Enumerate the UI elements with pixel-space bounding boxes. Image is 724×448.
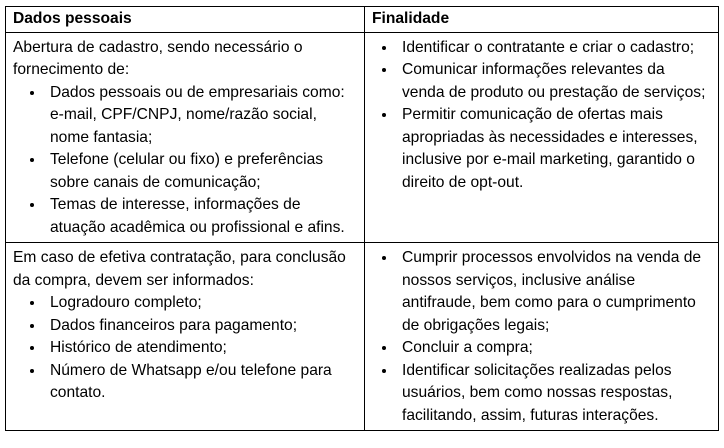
list-item: • Cumprir processos envolvidos na venda de nossos serviços, inclusive análise antifraude, bem como para o cumprimento de obrigações legais; [397,247,711,337]
data-item-list [13,82,357,240]
purpose-cell-purchase [365,243,719,431]
table-row [6,32,719,243]
header-purpose: Finalidade [365,7,719,33]
list-item: • Concluir a compra; [397,337,711,360]
list-item: • Logradouro completo; [45,292,357,315]
data-item-list [13,292,357,405]
list-item: • Permitir comunicação de ofertas mais apropriadas às necessidades e interesses, inclusive por e-mail marketing, garantido o direito de opt-out. [397,104,711,194]
table-row [6,243,719,431]
list-item: • Telefone (celular ou fixo) e preferências sobre canais de comunicação; [45,149,357,194]
list-item: • Dados financeiros para pagamento; [45,315,357,338]
data-purpose-table [5,6,719,431]
table-header-row [6,7,719,33]
data-cell-purchase [6,243,365,431]
header-personal-data: Dados pessoais [6,7,365,33]
row-intro: Em caso de efetiva contratação, para conclusão da compra, devem ser informados: [13,249,346,289]
list-item: • Número de Whatsapp e/ou telefone para contato. [45,360,357,405]
list-item: • Comunicar informações relevantes da venda de produto ou prestação de serviços; [397,59,711,104]
list-item: • Dados pessoais ou de empresariais como: e-mail, CPF/CNPJ, nome/razão social, nome fantasia; [45,82,357,150]
purpose-list [372,37,711,195]
list-item: • Temas de interesse, informações de atuação acadêmica ou profissional e afins. [45,194,357,239]
list-item: • Identificar solicitações realizadas pelos usuários, bem como nossas respostas, facilitando, assim, futuras interações. [397,360,711,428]
data-cell-registration [6,32,365,243]
list-item: • Identificar o contratante e criar o cadastro; [397,37,711,60]
purpose-cell-registration [365,32,719,243]
purpose-list [372,247,711,427]
row-intro: Abertura de cadastro, sendo necessário o fornecimento de: [13,38,303,78]
list-item: • Histórico de atendimento; [45,337,357,360]
